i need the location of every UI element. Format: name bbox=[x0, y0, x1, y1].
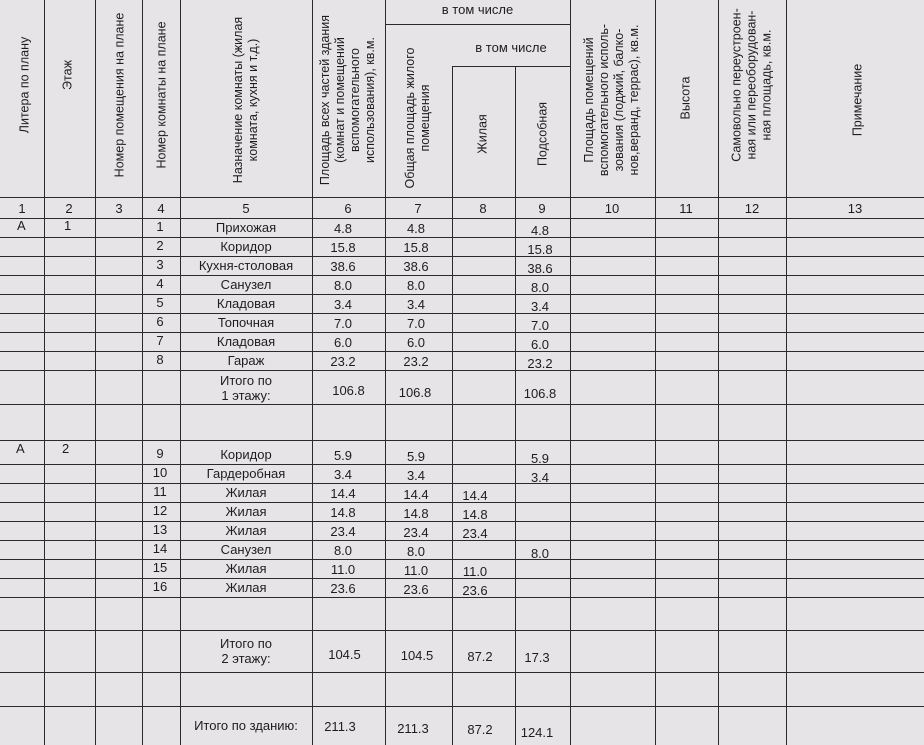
room-area-total: 11.0 bbox=[403, 562, 429, 578]
room-area-aux: 23.2 bbox=[527, 356, 553, 371]
header-area-all-text: Площадь всех частей здания (комнат и помещений вспомогательного использования), кв.м. bbox=[318, 14, 377, 186]
header-aux-area bbox=[582, 8, 642, 193]
room-area-total: 23.2 bbox=[403, 354, 429, 370]
floor1-total-aux: 106.8 bbox=[523, 386, 557, 401]
floor1-total-label-line2: 1 этажу: bbox=[221, 388, 271, 403]
header-unauth bbox=[730, 5, 775, 165]
header-area-all bbox=[318, 8, 378, 193]
room-name: Жилая bbox=[225, 503, 267, 519]
room-area-all: 14.8 bbox=[330, 504, 356, 520]
col-number: 2 bbox=[65, 201, 73, 216]
floor2-total-area: 104.5 bbox=[328, 647, 361, 662]
rule bbox=[385, 0, 386, 745]
room-area-total: 23.4 bbox=[403, 524, 429, 540]
room-area-total: 15.8 bbox=[403, 240, 429, 256]
rule bbox=[655, 0, 656, 745]
col-number: 13 bbox=[847, 201, 863, 216]
room-area-all: 4.8 bbox=[333, 220, 353, 236]
room-area-all: 3.4 bbox=[333, 296, 353, 312]
room-area-all: 23.4 bbox=[330, 523, 356, 539]
room-area-total: 14.8 bbox=[403, 505, 429, 521]
room-area-aux: 3.4 bbox=[530, 299, 550, 314]
floor2-total-total: 104.5 bbox=[400, 648, 434, 663]
room-area-total: 6.0 bbox=[406, 335, 426, 351]
header-incl-1: в том числе bbox=[441, 2, 514, 17]
room-number: 5 bbox=[156, 295, 164, 310]
room-area-aux: 15.8 bbox=[527, 242, 553, 257]
building-total-area: 211.3 bbox=[324, 719, 356, 734]
header-aux-area-text: Площадь помещений вспомогательного исполь-зования (лоджий, балко-нов,веранд, террас), кв.м. bbox=[582, 23, 641, 177]
col-number: 1 bbox=[18, 201, 26, 216]
room-area-aux: 8.0 bbox=[530, 280, 550, 295]
header-floor: Этаж bbox=[60, 60, 75, 90]
room-area-all: 6.0 bbox=[333, 334, 353, 350]
floor1-floor: 1 bbox=[64, 218, 72, 233]
room-number: 12 bbox=[152, 503, 168, 518]
room-number: 6 bbox=[156, 314, 164, 329]
room-area-total: 4.8 bbox=[406, 221, 426, 237]
room-area-aux: 7.0 bbox=[530, 318, 550, 333]
floor1-total-total: 106.8 bbox=[398, 385, 432, 400]
rule bbox=[452, 66, 453, 745]
col-number: 6 bbox=[344, 201, 352, 216]
room-number: 9 bbox=[156, 446, 164, 461]
room-area-all: 14.4 bbox=[330, 485, 356, 501]
room-name: Гардеробная bbox=[206, 465, 286, 481]
building-total-aux: 124.1 bbox=[520, 725, 554, 740]
rule bbox=[515, 66, 516, 745]
room-name: Коридор bbox=[220, 446, 272, 462]
floor2-total-aux: 17.3 bbox=[524, 650, 550, 665]
header-purpose-text: Назначение комнаты (жилая комната, кухня и т.д.) bbox=[231, 16, 260, 184]
floor1-total-label bbox=[180, 373, 312, 403]
room-number: 1 bbox=[156, 219, 164, 234]
header-living-total-text: Общая площадь жилого помещения bbox=[403, 47, 432, 189]
floor2-total-label-line2: 2 этажу: bbox=[221, 651, 271, 666]
room-area-all: 15.8 bbox=[330, 239, 356, 255]
room-area-all: 7.0 bbox=[333, 315, 353, 331]
room-name: Кладовая bbox=[216, 333, 276, 349]
room-area-all: 3.4 bbox=[333, 466, 353, 482]
room-area-aux: 38.6 bbox=[527, 261, 553, 276]
rule bbox=[718, 0, 719, 745]
room-area-aux: 8.0 bbox=[530, 545, 550, 561]
floor2-total-label bbox=[180, 636, 312, 666]
col-number: 5 bbox=[242, 201, 250, 216]
room-number: 8 bbox=[156, 352, 164, 367]
col-number: 10 bbox=[604, 201, 620, 216]
header-litera: Литера по плану bbox=[17, 36, 32, 134]
col-number: 7 bbox=[414, 201, 422, 216]
room-area-total: 8.0 bbox=[406, 278, 426, 294]
room-area-living: 14.8 bbox=[462, 506, 488, 522]
rule bbox=[95, 0, 96, 745]
room-name: Жилая bbox=[225, 579, 267, 595]
col-number: 8 bbox=[479, 201, 487, 216]
room-number: 7 bbox=[156, 333, 164, 348]
room-area-total: 7.0 bbox=[406, 316, 426, 332]
room-area-living: 23.6 bbox=[462, 582, 488, 598]
room-area-total: 38.6 bbox=[403, 259, 429, 275]
rule bbox=[385, 24, 570, 25]
room-name: Жилая bbox=[225, 522, 267, 538]
room-number: 3 bbox=[156, 257, 164, 272]
room-area-living: 14.4 bbox=[462, 487, 488, 503]
header-room-number: Номер комнаты на плане bbox=[154, 21, 169, 169]
room-name: Жилая bbox=[225, 560, 267, 576]
room-area-all: 23.6 bbox=[330, 580, 356, 596]
room-number: 4 bbox=[156, 276, 164, 291]
col-number: 11 bbox=[679, 201, 693, 216]
floor1-total-area: 106.8 bbox=[332, 383, 365, 398]
room-area-all: 8.0 bbox=[333, 277, 353, 293]
room-name: Кладовая bbox=[216, 295, 276, 311]
rule bbox=[312, 0, 313, 745]
floor2-total-label-line1: Итого по bbox=[220, 636, 272, 651]
rule bbox=[142, 0, 143, 745]
header-aux: Подсобная bbox=[535, 101, 550, 167]
room-area-aux: 4.8 bbox=[530, 223, 550, 238]
col-number: 12 bbox=[744, 201, 760, 216]
header-note: Примечание bbox=[850, 63, 865, 137]
room-number: 16 bbox=[152, 579, 168, 594]
room-number: 11 bbox=[153, 484, 167, 499]
header-purpose bbox=[231, 8, 261, 193]
header-incl-2: в том числе bbox=[475, 40, 547, 55]
room-number: 13 bbox=[152, 522, 168, 537]
room-number: 15 bbox=[152, 560, 168, 575]
col-number: 4 bbox=[157, 201, 165, 216]
room-area-all: 11.0 bbox=[330, 561, 356, 577]
floor2-litera: А bbox=[16, 441, 25, 456]
rule bbox=[44, 0, 45, 745]
room-area-all: 38.6 bbox=[330, 258, 356, 274]
room-name: Санузел bbox=[220, 541, 272, 557]
room-area-total: 5.9 bbox=[406, 448, 426, 464]
floor1-litera: А bbox=[17, 218, 26, 233]
room-name: Топочная bbox=[217, 314, 275, 330]
room-area-total: 8.0 bbox=[406, 543, 426, 559]
room-area-aux: 3.4 bbox=[530, 469, 550, 485]
room-area-all: 23.2 bbox=[330, 353, 356, 369]
room-number: 10 bbox=[152, 465, 168, 480]
building-total-living: 87.2 bbox=[467, 722, 493, 737]
rule bbox=[786, 0, 787, 745]
header-premise-number: Номер помещения на плане bbox=[112, 12, 127, 178]
room-area-all: 8.0 bbox=[333, 542, 353, 558]
room-name: Санузел bbox=[220, 276, 272, 292]
building-total-total: 211.3 bbox=[397, 721, 429, 736]
building-total-label: Итого по зданию: bbox=[194, 718, 298, 733]
room-area-aux: 5.9 bbox=[530, 450, 550, 466]
room-name: Гараж bbox=[227, 352, 265, 368]
room-area-total: 14.4 bbox=[403, 486, 429, 502]
room-name: Жилая bbox=[225, 484, 267, 500]
room-area-total: 3.4 bbox=[406, 467, 426, 483]
room-area-all: 5.9 bbox=[333, 447, 353, 463]
room-area-living: 23.4 bbox=[462, 525, 488, 541]
rule bbox=[452, 66, 570, 67]
rule bbox=[570, 0, 571, 745]
room-number: 14 bbox=[152, 541, 168, 556]
floor2-total-living: 87.2 bbox=[467, 649, 493, 664]
header-unauth-text: Самовольно переустроен-ная или переоборудован-ная площадь, кв.м. bbox=[729, 8, 774, 162]
floor2-floor: 2 bbox=[62, 441, 70, 456]
room-area-total: 23.6 bbox=[403, 581, 429, 597]
room-area-aux: 6.0 bbox=[530, 337, 550, 352]
col-number: 9 bbox=[538, 201, 546, 216]
room-name: Прихожая bbox=[215, 219, 277, 235]
header-living-total bbox=[403, 41, 433, 196]
room-number: 2 bbox=[156, 238, 164, 253]
header-living: Жилая bbox=[475, 114, 490, 154]
room-area-living: 11.0 bbox=[462, 563, 488, 579]
col-number: 3 bbox=[115, 201, 123, 216]
room-name: Коридор bbox=[220, 238, 272, 254]
room-name: Кухня-столовая bbox=[198, 257, 294, 273]
room-area-total: 3.4 bbox=[406, 297, 426, 313]
floor1-total-label-line1: Итого по bbox=[220, 373, 272, 388]
header-height: Высота bbox=[678, 76, 693, 120]
